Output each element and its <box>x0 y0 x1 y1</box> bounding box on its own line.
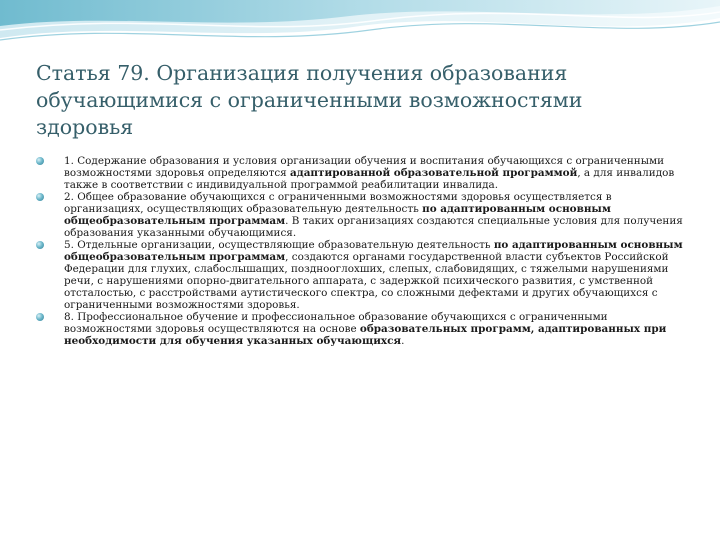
bullet-list <box>30 155 690 347</box>
bullet-icon <box>36 241 44 249</box>
bullet-icon <box>36 193 44 201</box>
slide-title: Статья 79. Организация получения образования обучающимися с ограниченными возможностями здоровья <box>36 61 583 139</box>
bullet-icon <box>36 157 44 165</box>
bullet-text: 5. Отдельные организации, осуществляющие образовательную деятельность по адаптированным основным общеобразовательным программам, создаются органами государственной власти субъектов Российской Федерации для глухих, слабослышащих, позднооглохших, слепых, слабовидящих, с тяжелыми нарушениями речи, с нарушениями опорно-двигательного аппарата, с задержкой психического развития, с умственной отсталостью, с расстройствами аутистического спектра, со сложными дефектами и других обучающихся с ограниченными возможностями здоровья. <box>64 239 683 311</box>
list-item <box>30 239 690 311</box>
list-item <box>30 191 690 239</box>
bullet-text: 2. Общее образование обучающихся с ограниченными возможностями здоровья осуществляется в организациях, осуществляющих образовательную деятельность по адаптированным основным общеобразовательным программам. В таких организациях создаются специальные условия для получения образования указанными обучающимися. <box>64 191 683 239</box>
list-item <box>30 311 690 347</box>
header-wave-decoration <box>0 0 720 60</box>
bullet-icon <box>36 313 44 321</box>
bullet-text: 1. Содержание образования и условия организации обучения и воспитания обучающихся с ограниченными возможностями здоровья определяются адаптированной образовательной программой, а для инвалидов также в соответствии с индивидуальной программой реабилитации инвалида. <box>64 155 675 191</box>
list-item <box>30 155 690 191</box>
bullet-text: 8. Профессиональное обучение и профессиональное образование обучающихся с ограниченными возможностями здоровья осуществляются на основе образовательных программ, адаптированных при необходимости для обучения указанных обучающихся. <box>64 311 667 347</box>
